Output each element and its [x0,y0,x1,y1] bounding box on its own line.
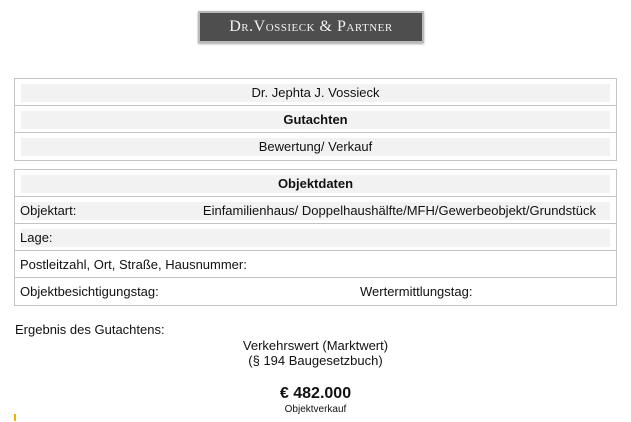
legal-reference: (§ 194 Baugesetzbuch) [248,353,383,368]
result-label: Ergebnis des Gutachtens: [15,322,165,337]
doc-type-row [15,106,616,133]
purpose: Bewertung/ Verkauf [258,139,373,154]
address-label: Postleitzahl, Ort, Straße, Hausnummer: [20,257,247,272]
header-box [14,78,617,161]
object-heading-row [15,170,616,197]
market-value-label: Verkehrswert (Marktwert) [242,338,389,353]
price-value: € 482.000 [279,385,352,402]
price-note: Objektverkauf [284,404,347,415]
object-data-box [14,169,617,306]
wertermittlung-label: Wertermittlungstag: [360,284,473,299]
address-row [15,251,616,278]
cursor-marker [14,414,16,421]
author-row [15,79,616,106]
company-logo [198,11,424,43]
objektart-value: Einfamilienhaus/ Doppelhaushälfte/MFH/Gewerbeobjekt/Grundstück [202,203,596,218]
lage-row [15,224,616,251]
object-heading: Objektdaten [277,176,354,191]
author-name: Dr. Jephta J. Vossieck [251,85,380,100]
doc-type: Gutachten [283,112,348,127]
objektart-label: Objektart: [20,203,77,218]
objektart-row [15,197,616,224]
purpose-row [15,133,616,160]
besichtigung-label: Objektbesichtigungstag: [20,284,159,299]
lage-label: Lage: [20,230,53,245]
logo-text: Dr.Vossieck & Partner [229,18,393,35]
dates-row [15,278,616,305]
